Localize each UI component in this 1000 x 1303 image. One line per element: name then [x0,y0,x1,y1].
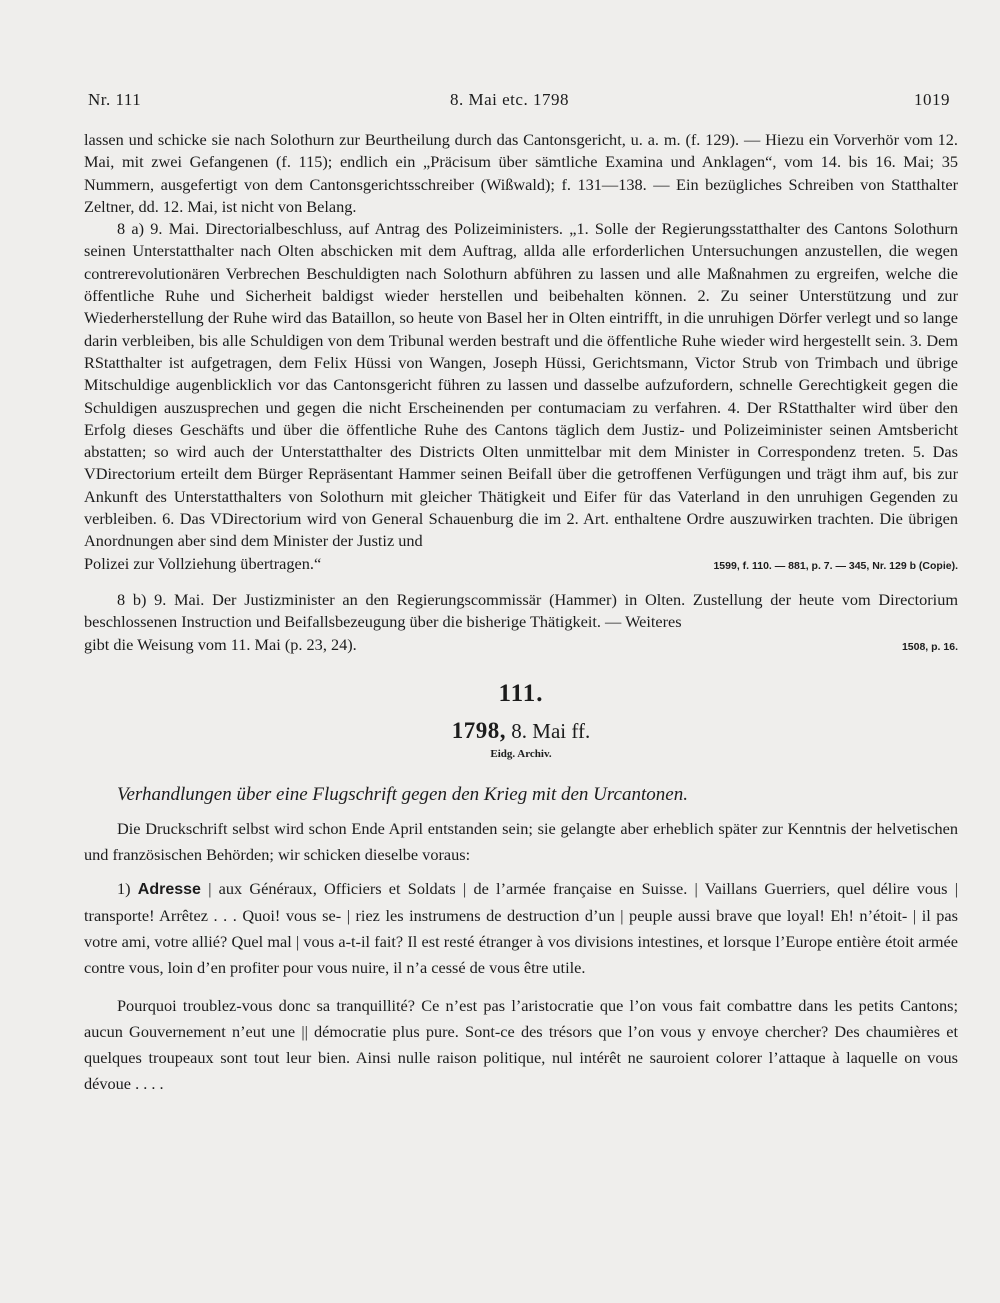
section-number: 111. [498,679,544,707]
page-number: 1019 [914,90,950,109]
paragraph-8b: 8 b) 9. Mai. Der Justizminister an den Regierungscommissär (Hammer) in Olten. Zustellung der heute vom Directorium beschlossenen Instruction und Beifallsbezeugung über die bisherige Thätigkeit. — Weiteres [84,589,958,632]
paragraph-8a: 8 a) 9. Mai. Directorialbeschluss, auf Antrag des Polizeiministers. „1. Solle der Regierungsstatthalter des Cantons Solothurn seinen Unterstatthalter nach Olten abschicken mit dem Auftrag, allda alle erforderlichen Untersuchungen anzustellen, die wegen contrerevolutionären Verbrechen Beschuldigten nach Solothurn abführen zu lassen und alle Maßnahmen zu ergreifen, welche die öffentliche Ruhe und Sicherheit baldigst wieder herstellen und beibehalten können. 2. Zu seiner Unterstützung und zur Wiederherstellung der Ruhe wird das Bataillon, so heute von Basel her in Olten eintrifft, in die unruhigen Dörfer verlegt und so lange darin verbleiben, bis alle Schuldigen von dem Tribunal werden bestraft und die öffentliche Ruhe wieder wird hergestellt sein. 3. Dem RStatthalter ist aufgetragen, dem Felix Hüssi von Wangen, Joseph Hüssi, Gerichtsmann, Victor Strub von Trimbach und übrige Mitschuldige augenblicklich vor das Cantonsgericht führen zu lassen und dasselbe aufzufordern, schnelle Gerechtigkeit gegen die Schuldigen auszusprechen und gegen die nicht Erscheinenden per contumaciam zu verfahren. 4. Der RStatthalter wird über den Erfolg dieses Geschäfts und über die öffentliche Ruhe des Cantons täglich dem Justiz- und Polizeiminister seinen Amtsbericht abstatten; so wird auch der Unterstatthalter des Districts Olten unmittelbar mit dem Minister in Correspondenz treten. 5. Das VDirectorium erteilt dem Bürger Repräsentant Hammer seinen Beifall über die getroffenen Verfügungen und trägt ihm auf, bis zur Ankunft des Unterstatthalters von Solothurn mit gleicher Thätigkeit und Eifer für das Vaterland in den unruhigen Gegenden zu verbleiben. 6. Das VDirectorium wird von General Schauenburg die im 2. Art. enthaltene Ordre auszuwirken trachten. Die übrigen Anordnungen aber sind dem Minister der Justiz und [84,219,958,551]
document-number: Nr. 111 [88,90,142,109]
paragraph-8b-end [84,634,958,658]
source-reference: 1599, f. 110. — 881, p. 7. — 345, Nr. 129 b (Copie). [713,559,958,572]
section-day: 8. Mai ff. [511,718,591,743]
intro-paragraph: Die Druckschrift selbst wird schon Ende April entstanden sein; sie gelangte aber erheblich später zur Kenntnis der helvetischen und französischen Behörden; wir schicken dieselbe voraus: [84,818,958,864]
section-source: Eidg. Archiv. [490,747,552,760]
adresse-paragraph [84,876,958,981]
adresse-text: | aux Généraux, Officiers et Soldats | de l’armée française en Suisse. | Vaillans Guerriers, quel délire vous | transporte! Arrêtez . . . Quoi! vous se- | riez les instrumens de destruction d’un | peuple aussi brave que loyal! Eh! n’étoit- | il pas votre ami, votre allié? Quel mal | vous a-t-il fait? Il est resté étranger à vos divisions intestines, et lorsque l’Europe entière étoit armée contre vous, loin d’en profiter pour vous nuire, il n’a cessé de vous être utile. [84,878,958,977]
section-year: 1798, [451,717,507,743]
paragraph-continuation: lassen und schicke sie nach Solothurn zur Beurtheilung durch das Cantonsgericht, u. a. m. (f. 129). — Hiezu ein Vorverhör vom 12. Mai, mit zwei Gefangenen (f. 115); endlich ein „Präcisum über sämtliche Examina und Anklagen“, vom 14. bis 16. Mai; 35 Nummern, ausgefertigt von dem Cantonsgerichtsschreiber (Wißwald); f. 131—138. — Ein bezügliches Schreiben von Statthalter Zeltner, dd. 12. Mai, ist nicht von Belang. [84,130,958,216]
section-subject: Verhandlungen über eine Flugschrift gegen den Krieg mit den Urcantonen. [117,783,688,805]
running-header [88,90,950,114]
closing-paragraph: Pourquoi troublez-vous donc sa tranquillité? Ce n’est pas l’aristocratie que l’on vous fait combattre dans les petits Cantons; aucun Gouvernement n’eut une || démocratie plus pure. Sont-ce des trésors que l’on vous y envoye chercher? Des chaumières et quelques troupeaux sont tout leur bien. Ainsi nulle raison politique, nul intérêt ne sauroient colorer l’attaque à laquelle on vous dévoue . . . . [84,995,958,1093]
paragraph-8b-last-line: gibt die Weisung vom 11. Mai (p. 23, 24). [84,634,357,654]
section-date [84,716,958,746]
adresse-number: 1) [117,878,131,898]
source-reference: 1508, p. 16. [901,640,958,653]
paragraph-8a-end [84,553,958,577]
paragraph-8a-last-line: Polizei zur Vollziehung übertragen.“ [84,553,322,573]
header-date: 8. Mai etc. 1798 [450,90,569,109]
adresse-heading: Adresse [137,880,201,898]
page-body [84,129,958,1097]
